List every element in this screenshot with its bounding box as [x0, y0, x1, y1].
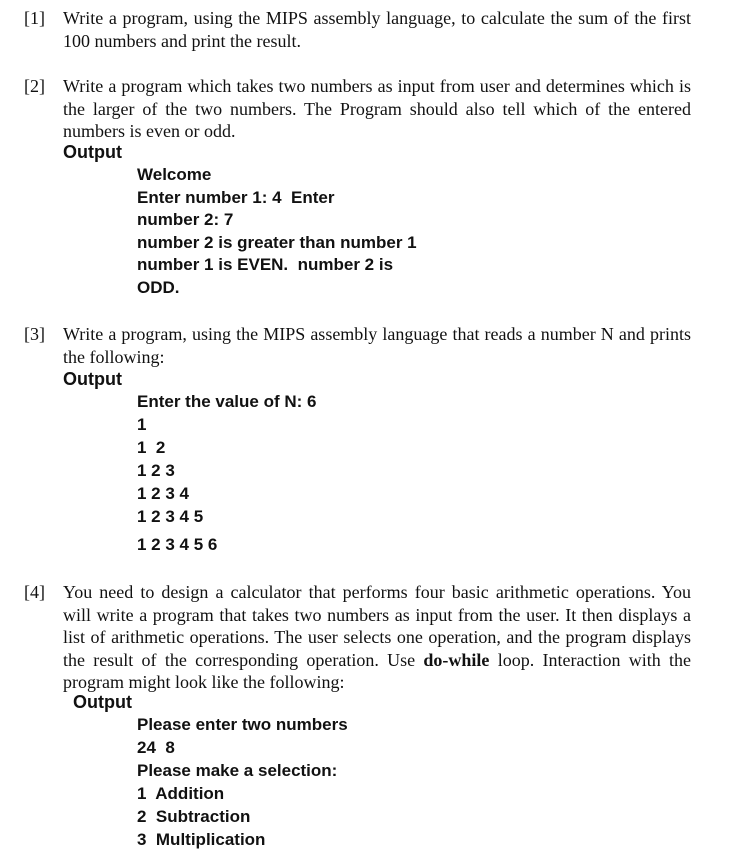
- question-1-text: Write a program, using the MIPS assembly language, to calculate the sum of the first 100 numbers and print the result.: [63, 8, 691, 51]
- question-2-output-line: number 2 is greater than number 1: [137, 233, 417, 252]
- question-4-text-after: loop. Interaction with the program might look like the following:: [63, 649, 692, 692]
- question-2-number: [2]: [24, 76, 45, 96]
- question-4-output-line: Please enter two numbers: [137, 715, 348, 734]
- question-3-output-line: 1 2 3 4 5 6: [137, 535, 218, 554]
- question-2-output-line: number 2: 7: [137, 210, 234, 229]
- question-3-output-line: 1 2: [137, 438, 166, 457]
- question-2-output-line: ODD.: [137, 278, 180, 297]
- question-4-output-line: 2 Subtraction: [137, 807, 251, 826]
- question-1-number: [1]: [24, 8, 45, 28]
- question-2-output-line: Welcome: [137, 165, 212, 184]
- question-4-text-before: You need to design a calculator that performs four basic arithmetic operations. You will write a program that takes two numbers as input from the user. It then displays a list of arithmetic operations. The user selects one operation, and the program displays the result of the corresponding operation. Use: [63, 582, 691, 670]
- question-4-output-line: 1 Addition: [137, 784, 225, 803]
- question-4-output-line: 24 8: [137, 738, 175, 757]
- question-3-output-line: 1 2 3 4: [137, 484, 189, 503]
- question-3-text: Write a program, using the MIPS assembly language that reads a number N and prints the following:: [63, 324, 691, 367]
- question-3-number: [3]: [24, 324, 45, 344]
- question-3-output-line: 1 2 3: [137, 461, 175, 480]
- question-4-text: [63, 581, 691, 694]
- question-4-output-line: Please make a selection:: [137, 761, 338, 780]
- question-2-text: Write a program which takes two numbers as input from user and determines which is the larger of the two numbers. The Program should also tell which of the entered numbers is even or odd.: [63, 76, 691, 141]
- question-3-output-line: Enter the value of N: 6: [137, 392, 317, 411]
- question-4-number: [4]: [24, 582, 45, 602]
- question-3-output-label: Output: [63, 369, 122, 389]
- question-4-text-bold: do-while: [423, 649, 490, 670]
- question-3-output-line: 1: [137, 415, 147, 434]
- question-3-output-line: 1 2 3 4 5: [137, 507, 204, 526]
- question-2-output-label: Output: [63, 142, 122, 162]
- question-2-output-line: Enter number 1: 4 Enter: [137, 188, 335, 207]
- question-4-output-line: 3 Multiplication: [137, 830, 266, 849]
- question-2-output-line: number 1 is EVEN. number 2 is: [137, 255, 394, 274]
- question-4-output-label: Output: [73, 692, 132, 712]
